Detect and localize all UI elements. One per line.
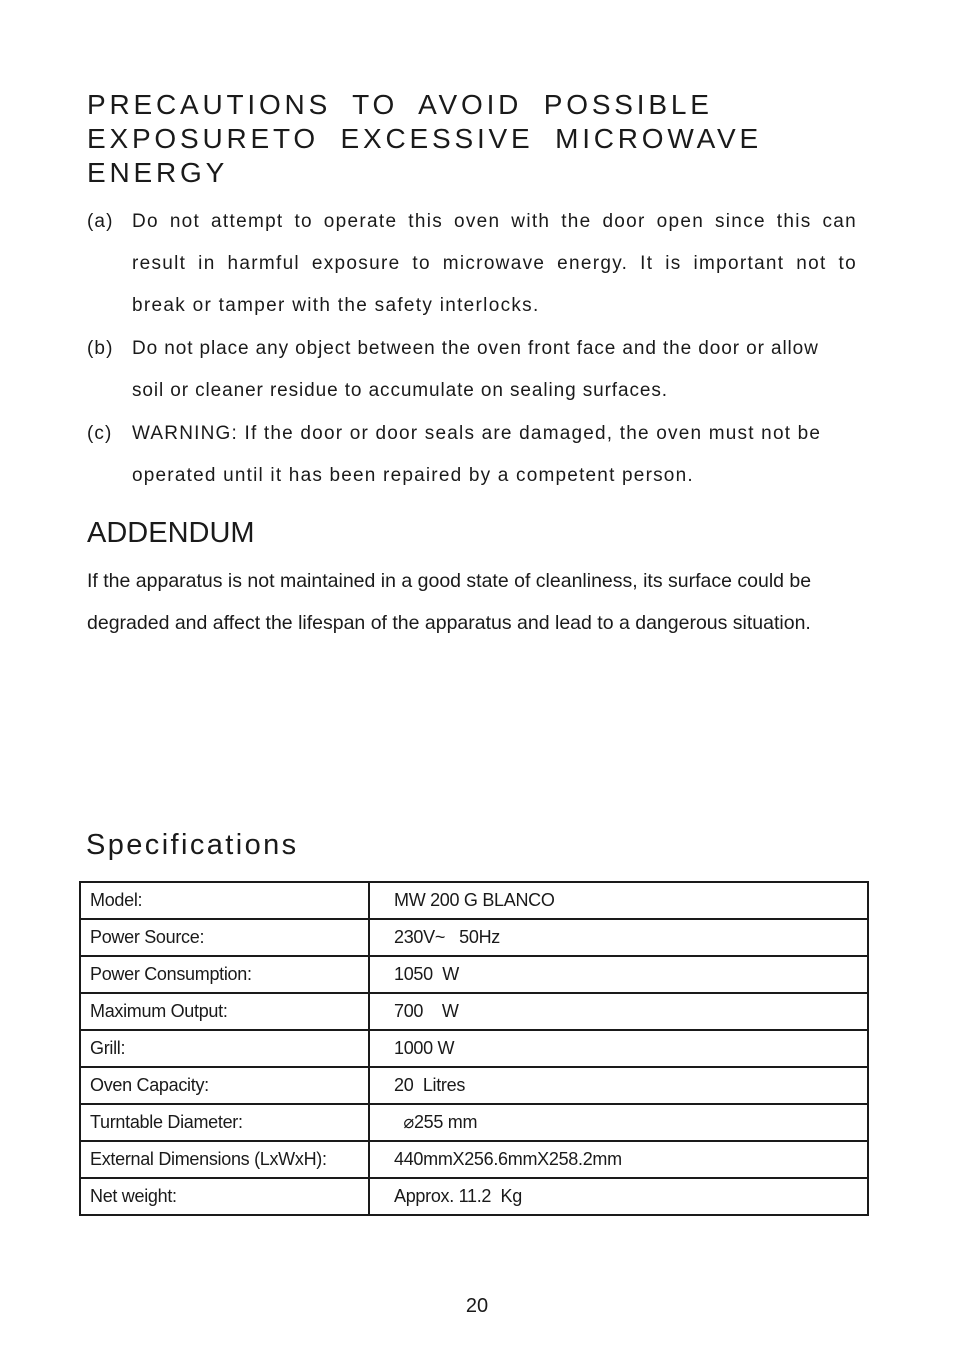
spec-key: External Dimensions (LxWxH): xyxy=(80,1141,369,1178)
spec-key: Power Consumption: xyxy=(80,956,369,993)
precaution-label: (a) xyxy=(87,211,114,232)
table-row xyxy=(80,1067,868,1104)
table-row xyxy=(80,956,868,993)
table-row xyxy=(80,919,868,956)
table-row xyxy=(80,882,868,919)
spec-value: 20 Litres xyxy=(369,1067,868,1104)
spec-key: Grill: xyxy=(80,1030,369,1067)
spec-key: Oven Capacity: xyxy=(80,1067,369,1104)
spec-key: Power Source: xyxy=(80,919,369,956)
spec-value: 700 W xyxy=(369,993,868,1030)
table-row xyxy=(80,1104,868,1141)
precaution-label: (c) xyxy=(87,423,113,444)
spec-key: Model: xyxy=(80,882,369,919)
spec-value: 440mmX256.6mmX258.2mm xyxy=(369,1141,868,1178)
precaution-text: WARNING: If the door or door seals are damaged, the oven must not be operated until it has been repaired by a competent person. xyxy=(132,423,822,486)
precaution-text: Do not place any object between the oven front face and the door or allow soil or cleaner residue to accumulate on sealing surfaces. xyxy=(132,338,819,401)
addendum-heading: ADDENDUM xyxy=(87,517,255,549)
table-row xyxy=(80,1178,868,1215)
spec-value: 1050 W xyxy=(369,956,868,993)
spec-value: 1000 W xyxy=(369,1030,868,1067)
page-number: 20 xyxy=(465,1295,489,1317)
table-row xyxy=(80,1030,868,1067)
spec-value: MW 200 G BLANCO xyxy=(369,882,868,919)
spec-value: Approx. 11.2 Kg xyxy=(394,1186,522,1206)
spec-key: Turntable Diameter: xyxy=(80,1104,369,1141)
spec-key: Maximum Output: xyxy=(80,993,369,1030)
table-row xyxy=(80,993,868,1030)
precaution-text: Do not attempt to operate this oven with the door open since this can result in harmful exposure to microwave energy. It is important not to break or tamper with the safety interlocks. xyxy=(132,211,857,316)
spec-value: 230V~ 50Hz xyxy=(369,919,868,956)
precaution-label: (b) xyxy=(87,338,114,359)
specifications-heading: Specifications xyxy=(86,829,299,861)
spec-key: Net weight: xyxy=(80,1178,369,1215)
table-row xyxy=(80,1141,868,1178)
spec-value: ⌀255 mm xyxy=(369,1104,868,1141)
specifications-table xyxy=(79,881,869,1216)
addendum-text: If the apparatus is not maintained in a good state of cleanliness, its surface could be degraded and affect the lifespan of the apparatus and lead to a dangerous situation. xyxy=(87,570,812,634)
precautions-heading: PRECAUTIONS TO AVOID POSSIBLE EXPOSURETO EXCESSIVE MICROWAVE ENERGY xyxy=(87,89,762,188)
